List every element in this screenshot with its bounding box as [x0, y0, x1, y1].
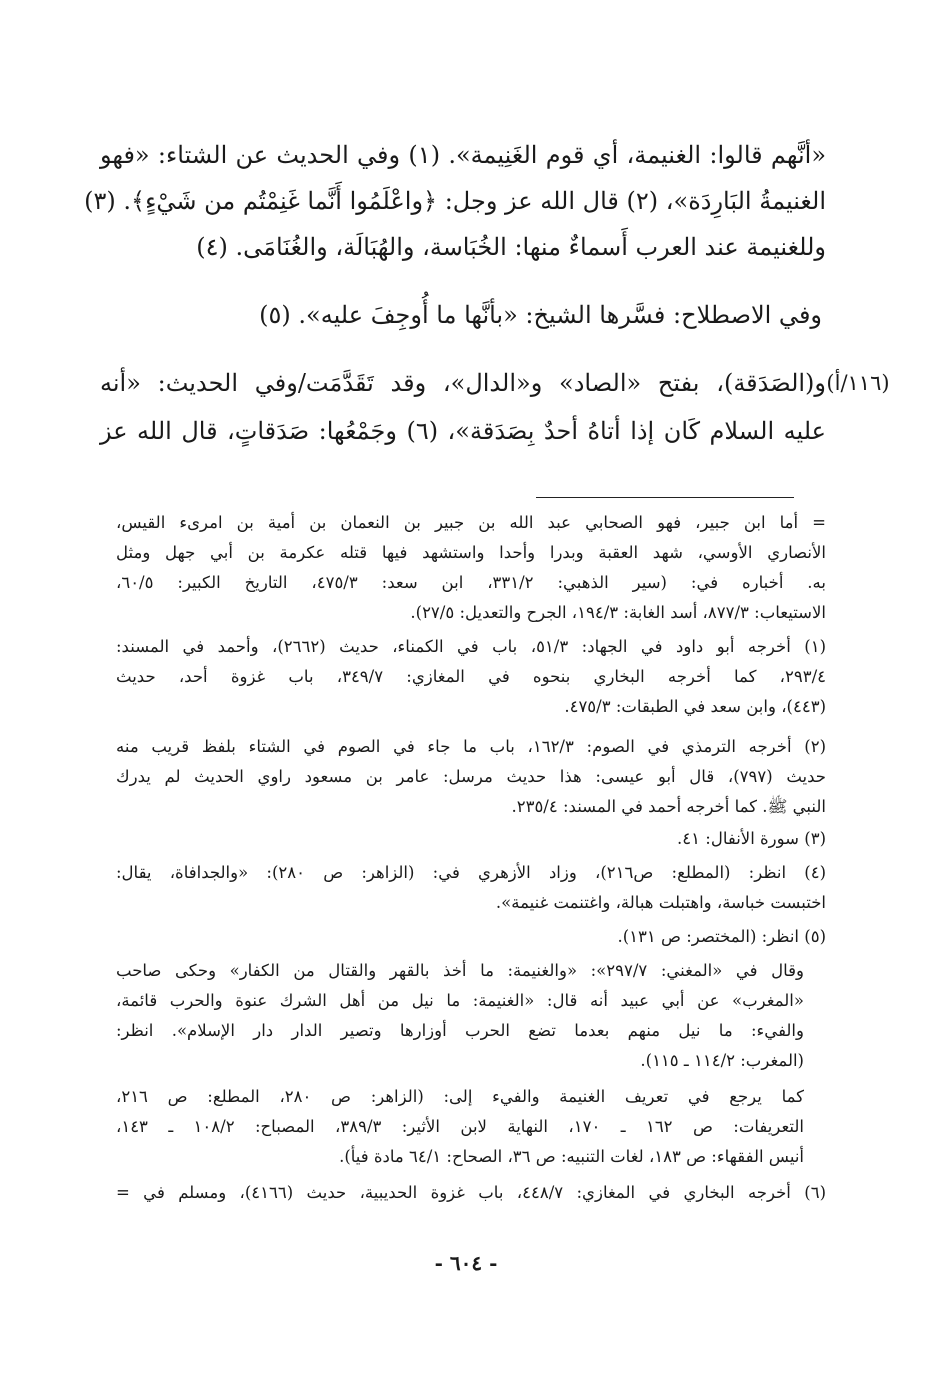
footnote-line: = أما ابن جبير، فهو الصحابي عبد الله بن جبير بن النعمان بن أمية بن امرىء القيس،	[116, 513, 826, 532]
footnote-separator	[536, 497, 794, 498]
footnote-line: (٤٤٣)، وابن سعد في الطبقات: ٤٧٥/٣.	[564, 697, 826, 716]
footnote-5: (٥) انظر: (المختصر: ص ١٣١).	[617, 927, 826, 946]
footnote-3: (٣) سورة الأنفال: ٤١.	[677, 829, 826, 848]
footnote-line: النبي ﷺ. كما أخرجه أحمد في المسند: ٢٣٥/٤.	[511, 797, 826, 816]
body-line-3: وللغنيمة عند العرب أَسماءٌ منها: الخُبَاسة، والهُبَالَة، والغُنَامَى. (٤)	[196, 233, 826, 261]
footnote-line: كما يرجع في تعريف الغنيمة والفيء إلى: (الزاهر: ص ٢٨٠، المطلع: ص ٢١٦،	[116, 1087, 804, 1106]
body-line-4: وفي الاصطلاح: فسَّرها الشيخ: «بأنَّها ما أُوجِفَ عليه». (٥)	[259, 301, 822, 329]
footnote-line: (المغرب: ١١٤/٢ ـ ١١٥).	[640, 1051, 804, 1070]
footnote-line: الاستيعاب: ٨٧٧/٣، أسد الغابة: ١٩٤/٣، الجرح والتعديل: ٢٧/٥).	[410, 603, 826, 622]
footnote-2: (٢) أخرجه الترمذي في الصوم: ١٦٢/٣، باب ما جاء في الصوم في الشتاء بلفظ قريب منه	[116, 737, 826, 756]
body-line-2: الغنيمةُ البَارِدَة»، (٢) قال الله عز وجل: ﴿واعْلَمُوا أَنَّما غَنِمْتُم من شَيْءٍ﴾. (٣)	[84, 187, 826, 215]
footnote-line: أنيس الفقهاء: ص ١٨٣، لغات التنبيه: ص ٣٦، الصحاح: ٦٤/١ مادة فيأ).	[339, 1147, 804, 1166]
footnote-line: ٢٩٣/٤، كما أخرجه البخاري بنحوه في المغازي: ٣٤٩/٧، باب غزوة أحد، حديث	[116, 667, 826, 686]
footnote-line: التعريفات: ص ١٦٢ ـ ١٧٠، النهاية لابن الأثير: ٣٨٩/٣، المصباح: ١٠٨/٢ ـ ١٤٣،	[116, 1117, 804, 1136]
footnote-line: حديث (٧٩٧)، قال أبو عيسى: هذا حديث مرسل: عامر بن مسعود راوي الحديث لم يدرك	[116, 767, 826, 786]
body-line-1: «أنَّهم قالوا: الغنيمة، أي قوم الغَنِيمة». (١) وفي الحديث عن الشتاء: «فهو	[100, 141, 827, 169]
footnote-6: (٦) أخرجه البخاري في المغازي: ٤٤٨/٧، باب غزوة الحديبية، حديث (٤١٦٦)، ومسلم في =	[116, 1183, 827, 1202]
page-number: - ٦٠٤ -	[434, 1251, 498, 1275]
footnote-line: اختبست خباسة، واهتبلت هبالة، واغتنمت غنيمة».	[495, 893, 826, 912]
footnote-line: والفيء: ما نيل منهم بعدما تضع الحرب أوزارها وتصير الدار دار الإسلام». انظر:	[116, 1021, 804, 1040]
footnote-line: الأنصاري الأوسي، شهد العقبة وبدرا وأحدا واستشهد فيها قتله عكرمة بن أبي جهل ومثل	[116, 543, 826, 562]
footnote-4: (٤) انظر: (المطلع: ص٢١٦)، وزاد الأزهري في: (الزاهر: ص ٢٨٠): «والجدافاة، يقال:	[116, 863, 827, 882]
body-line-5: و(الصَدَقة)، بفتح «الصاد» و«الدال»، وقد تَقَدَّمَت/وفي الحديث: «أنه	[100, 369, 826, 397]
folio-margin-note: (١١٦/أ)	[826, 371, 890, 395]
footnote-1: (١) أخرجه أبو داود في الجهاد: ٥١/٣، باب في الكمناء، حديث (٢٦٦٢)، وأحمد في المسند:	[116, 637, 826, 656]
body-line-6: عليه السلام كَان إذا أتاهُ أحدٌ بِصَدَقة»، (٦) وجَمْعُها: صَدَقاتٍ، قال الله عز	[100, 417, 826, 445]
footnote-line: «المغرب» عن أبي عبيد أنه قال: «الغنيمة: ما نيل من أهل الشرك عنوة والحرب قائمة،	[116, 991, 804, 1010]
footnote-line: وقال في «المغني: ٢٩٧/٧»: «والغنيمة: ما أخذ بالقهر والقتال من الكفار» وحكى صاحب	[116, 961, 804, 980]
footnote-line: به. أخباره في: (سير الذهبي: ٣٣١/٢، ابن سعد: ٤٧٥/٣، التاريخ الكبير: ٦٠/٥،	[116, 573, 826, 592]
